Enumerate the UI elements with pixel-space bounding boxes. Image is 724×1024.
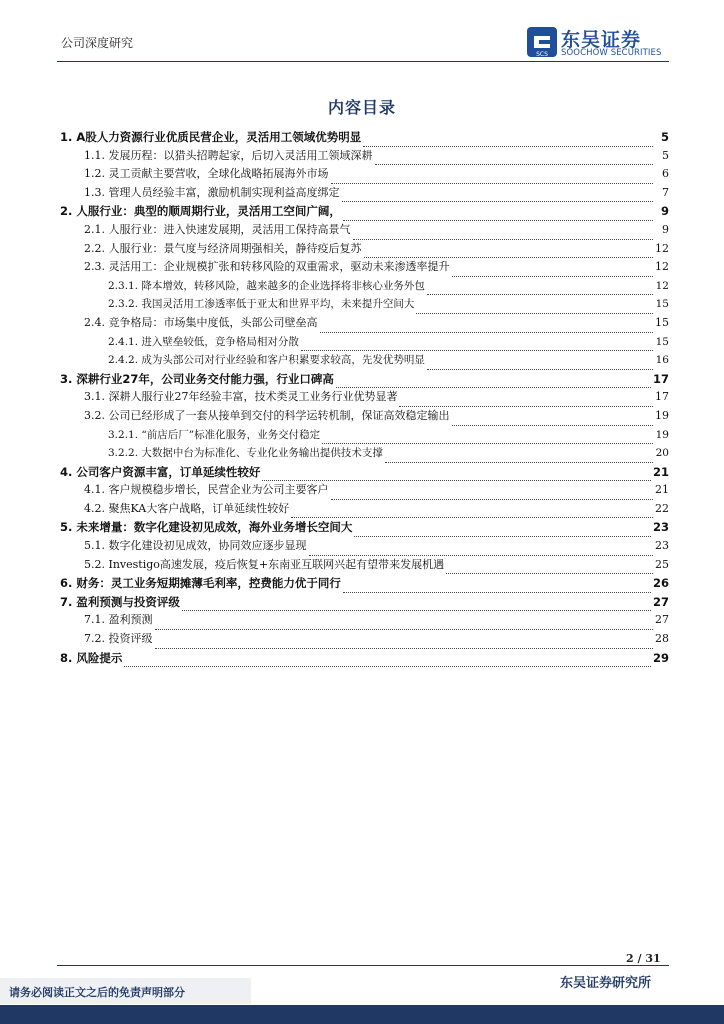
toc-leader-dots — [452, 411, 654, 426]
toc-entry-label: 1.1. 发展历程：以猎头招聘起家，后切入灵活用工领域深耕 — [84, 148, 373, 162]
toc-leader-dots — [320, 318, 654, 333]
toc-leader-dots — [262, 466, 651, 481]
toc-entry-label: 2.3.1. 降本增效，转移风险，越来越多的企业选择将非核心业务外包 — [108, 279, 425, 292]
disclaimer-bar — [0, 978, 251, 1004]
toc-entry[interactable] — [60, 556, 669, 575]
bottom-band — [0, 1005, 724, 1024]
toc-leader-dots — [375, 150, 654, 165]
table-of-contents — [60, 128, 669, 667]
disclaimer-text: 请务必阅读正文之后的免责声明部分 — [9, 986, 185, 999]
toc-entry-page: 21 — [655, 483, 669, 497]
toc-entry-page: 19 — [655, 428, 669, 441]
toc-entry[interactable] — [60, 202, 669, 221]
toc-entry-page: 27 — [655, 613, 669, 627]
toc-entry-page: 12 — [655, 279, 669, 292]
toc-leader-dots — [416, 299, 653, 314]
logo-mark-text: SCS — [536, 51, 548, 58]
toc-entry[interactable] — [60, 295, 669, 314]
toc-entry-label: 8. 风险提示 — [60, 650, 123, 665]
toc-entry[interactable] — [60, 240, 669, 259]
toc-leader-dots — [291, 503, 653, 518]
toc-entry[interactable] — [60, 314, 669, 333]
toc-entry-label: 3. 深耕行业27年，公司业务交付能力强，行业口碑高 — [60, 371, 334, 386]
toc-leader-dots — [331, 169, 654, 184]
toc-entry-page: 15 — [655, 335, 669, 348]
footer-rule — [57, 965, 669, 966]
toc-entry-label: 4.2. 聚焦KA大客户战略，订单延续性较好 — [84, 501, 290, 515]
toc-entry-page: 28 — [655, 632, 669, 646]
company-logo — [527, 27, 677, 61]
toc-entry[interactable] — [60, 593, 669, 612]
toc-entry-label: 2.3. 灵活用工：企业规模扩张和转移风险的双重需求，驱动未来渗透率提升 — [84, 260, 450, 274]
header-label: 公司深度研究 — [61, 36, 134, 50]
toc-entry[interactable] — [60, 537, 669, 556]
toc-entry[interactable] — [60, 258, 669, 277]
toc-entry-page: 23 — [652, 520, 669, 535]
toc-entry-page: 29 — [652, 650, 669, 665]
toc-entry-label: 6. 财务：灵工业务短期摊薄毛利率，控费能力优于同行 — [60, 576, 341, 591]
toc-entry-label: 5.1. 数字化建设初见成效，协同效应逐步显现 — [84, 539, 307, 553]
toc-entry-label: 1.2. 灵工贡献主要营收，全球化战略拓展海外市场 — [84, 167, 329, 181]
toc-entry-label: 7.2. 投资评级 — [84, 632, 153, 646]
toc-entry-page: 12 — [655, 241, 669, 255]
toc-entry-label: 2.1. 人服行业：进入快速发展期，灵活用工保持高景气 — [84, 222, 351, 236]
toc-entry-page: 26 — [652, 576, 669, 591]
logo-mark-icon — [527, 27, 559, 59]
toc-entry-label: 3.2.1. “前店后厂”标准化服务，业务交付稳定 — [108, 428, 321, 441]
toc-entry-page: 19 — [655, 408, 669, 422]
toc-entry-page: 12 — [655, 260, 669, 274]
toc-entry[interactable] — [60, 611, 669, 630]
toc-leader-dots — [331, 485, 654, 500]
toc-entry-label: 4. 公司客户资源丰富，订单延续性较好 — [60, 464, 261, 479]
toc-entry-page: 5 — [660, 130, 669, 144]
toc-entry-label: 2.4.2. 成为头部公司对行业经验和客户积累要求较高，先发优势明显 — [108, 354, 425, 367]
toc-entry-page: 17 — [655, 390, 669, 404]
toc-entry-page: 27 — [652, 594, 669, 609]
toc-leader-dots — [399, 392, 653, 407]
toc-entry[interactable] — [60, 444, 669, 463]
toc-leader-dots — [452, 262, 654, 277]
toc-leader-dots — [336, 373, 651, 388]
toc-entry[interactable] — [60, 333, 669, 352]
toc-leader-dots — [155, 615, 654, 630]
toc-entry-page: 9 — [660, 204, 669, 219]
toc-entry[interactable] — [60, 370, 669, 389]
toc-entry-label: 4.1. 客户规模稳步增长，民营企业为公司主要客户 — [84, 483, 329, 497]
toc-entry-label: 3.2. 公司已经形成了一套从接单到交付的科学运转机制，保证高效稳定输出 — [84, 408, 450, 422]
toc-entry-page: 7 — [662, 185, 669, 199]
toc-leader-dots — [124, 652, 651, 667]
toc-entry[interactable] — [60, 630, 669, 649]
toc-entry[interactable] — [60, 463, 669, 482]
toc-entry[interactable] — [60, 518, 669, 537]
toc-entry[interactable] — [60, 574, 669, 593]
toc-entry-page: 6 — [662, 167, 669, 181]
toc-leader-dots — [301, 336, 653, 351]
toc-leader-dots — [363, 132, 653, 147]
toc-entry[interactable] — [60, 426, 669, 445]
toc-entry[interactable] — [60, 388, 669, 407]
toc-entry-label: 5.2. Investigo高速发展，疫后恢复+东南亚互联网兴起有望带来发展机遇 — [84, 557, 445, 571]
toc-leader-dots — [354, 522, 651, 537]
toc-leader-dots — [309, 541, 654, 556]
toc-entry-label: 2.2. 人服行业：景气度与经济周期强相关，静待疫后复苏 — [84, 241, 362, 255]
toc-entry[interactable] — [60, 147, 669, 166]
toc-entry-page: 16 — [655, 354, 669, 367]
toc-entry-label: 3.1. 深耕人服行业27年经验丰富，技术类灵工业务行业优势显著 — [84, 390, 398, 404]
toc-entry-page: 9 — [662, 222, 669, 236]
toc-entry-label: 2.4.1. 进入壁垒较低，竞争格局相对分散 — [108, 335, 299, 348]
toc-entry-label: 1. A股人力资源行业优质民营企业，灵活用工领域优势明显 — [60, 130, 362, 144]
toc-leader-dots — [446, 559, 653, 574]
toc-entry-page: 15 — [655, 298, 669, 311]
toc-leader-dots — [353, 225, 654, 240]
toc-entry[interactable] — [60, 184, 669, 203]
toc-entry-page: 20 — [655, 447, 669, 460]
toc-entry[interactable] — [60, 165, 669, 184]
toc-leader-dots — [155, 634, 654, 649]
brand-name-en: SOOCHOW SECURITIES — [561, 48, 662, 58]
toc-entry[interactable] — [60, 481, 669, 500]
brand-name-cn: 东吴证券 — [561, 29, 642, 51]
toc-leader-dots — [343, 206, 653, 221]
toc-entry[interactable] — [60, 221, 669, 240]
toc-entry-label: 2.4. 竞争格局：市场集中度低，头部公司壁垒高 — [84, 315, 318, 329]
toc-entry-label: 7.1. 盈利预测 — [84, 613, 153, 627]
toc-entry-label: 1.3. 管理人员经验丰富，激励机制实现利益高度绑定 — [84, 185, 340, 199]
research-institute-label: 东吴证券研究所 — [560, 976, 652, 991]
toc-entry-page: 23 — [655, 539, 669, 553]
toc-entry-page: 22 — [655, 501, 669, 515]
toc-leader-dots — [182, 596, 651, 611]
toc-entry[interactable] — [60, 277, 669, 296]
toc-leader-dots — [342, 187, 654, 202]
toc-leader-dots — [385, 448, 653, 463]
toc-entry-label: 3.2.2. 大数据中台为标准化、专业化业务输出提供技术支撑 — [108, 447, 383, 460]
toc-entry-label: 2. 人服行业：典型的顺周期行业，灵活用工空间广阔， — [60, 204, 341, 219]
toc-entry[interactable] — [60, 649, 669, 668]
toc-leader-dots — [427, 355, 653, 370]
toc-title: 内容目录 — [327, 98, 396, 117]
toc-entry-page: 21 — [652, 464, 669, 479]
toc-entry-page: 15 — [655, 315, 669, 329]
header-rule — [57, 61, 669, 62]
toc-entry-page: 5 — [662, 148, 669, 162]
toc-entry-page: 25 — [655, 557, 669, 571]
toc-entry[interactable] — [60, 128, 669, 147]
toc-entry[interactable] — [60, 500, 669, 519]
toc-leader-dots — [427, 280, 653, 295]
page-number: 2 / 31 — [626, 952, 661, 965]
toc-leader-dots — [322, 429, 653, 444]
toc-entry-label: 2.3.2. 我国灵活用工渗透率低于亚太和世界平均，未来提升空间大 — [108, 298, 415, 311]
toc-entry-label: 7. 盈利预测与投资评级 — [60, 594, 180, 609]
toc-entry-page: 17 — [652, 371, 669, 386]
toc-entry-label: 5. 未来增量：数字化建设初见成效，海外业务增长空间大 — [60, 520, 353, 535]
toc-leader-dots — [343, 578, 651, 593]
toc-entry[interactable] — [60, 351, 669, 370]
toc-leader-dots — [364, 243, 654, 258]
toc-entry[interactable] — [60, 407, 669, 426]
